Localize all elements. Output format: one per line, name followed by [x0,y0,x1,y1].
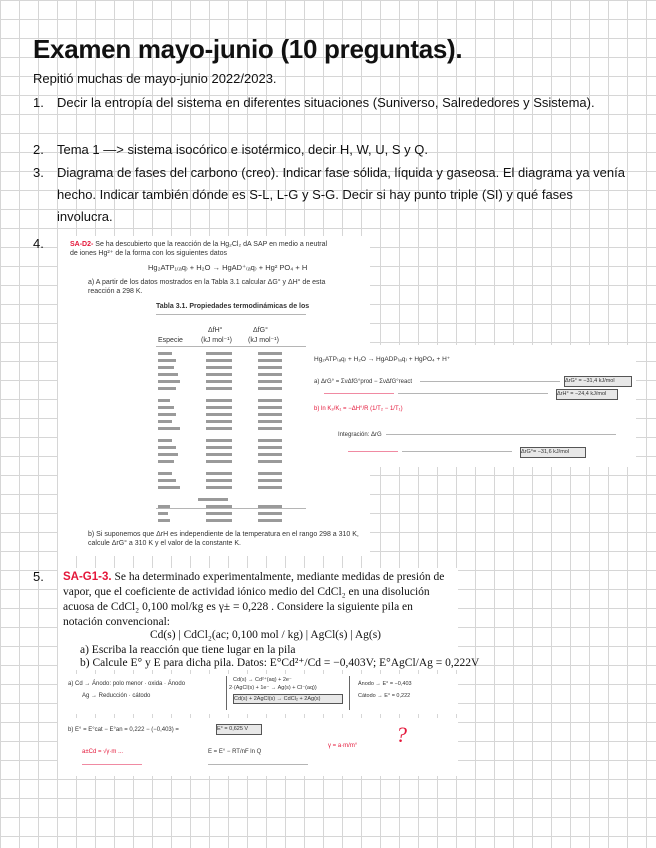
answer-b-line1: b) E° = E°cat − E°an = 0,222 − (−0,403) = [68,727,179,733]
half-reaction-1: Cd(s) → Cd²⁺(aq) + 2e⁻ [233,677,292,683]
question-5-answer-a [58,674,458,714]
q4-part-b: b) Si suponemos que ΔrH es independiente de la temperatura en el rango 298 a 310 K, [88,531,359,538]
item-number: 3. [33,165,44,180]
cathode-potential: Cátodo → E° = 0,222 [358,693,411,699]
item-number: 5. [33,569,44,584]
q4-line1: Se ha descubierto que la reacción de la Hg₂Cl₂ dA SAP en medio a neutral [95,241,328,248]
question-mark-annotation: ? [396,722,407,747]
question-5-statement [58,568,480,670]
half-reactions [226,676,350,710]
side-part-a: a) ΔrG° = ΣνΔfG°prod − ΣνΔfG°react [314,379,412,385]
answer-a-line2: Ag → Reducción · cátodo [82,693,151,699]
cell-notation: Cd(s) | CdCl₂(ac; 0,100 mol / kg) | AgCl(s) | Ag(s) [150,629,382,641]
item-number: 1. [33,95,44,110]
q5-text2: vapor, que el coeficiente de actividad iónico medio del CdCl₂ en una disolución [63,586,430,598]
answer-b-line2: a±Cd = √γ·m ... [82,749,124,755]
table-caption: Tabla 3.1. Propiedades termodinámicas de los [156,303,310,310]
q5-part-a: a) Escriba la reacción que tiene lugar en la pila [80,644,296,656]
q4-part-a: a) A partir de los datos mostrados en la Tabla 3.1 calcular ΔG° y ΔH° de esta [88,279,326,286]
q4-equation: Hg₂ATP₁₍ₐq₎ + H₂O → HgAD⁺₍ₐq₎ + Hg² PO₄ + H [148,263,308,272]
answer-b-line4: γ = a·m/m° [328,743,358,749]
answer-b-line3: E = E° − RT/nF ln Q [208,749,262,755]
q5-text3: acuosa de CdCl₂ 0,100 mol/kg es γ± = 0,228 . Considere la siguiente pila en [63,601,413,613]
question-code: SA-D2- [70,241,94,248]
table-head-2: ΔfG° [253,327,268,334]
q5-text1: Se ha determinado experimentalmente, mediante medidas de presión de [114,571,445,583]
answer-box-3: ΔrG°= −31,6 kJ/mol [520,447,586,458]
item-text: Decir la entropía del sistema en diferentes situaciones (Suniverso, Salrededores y Ssistema). [57,95,595,110]
anode-potential: Ánodo → E° = −0,403 [358,681,412,687]
answer-b-box: E° = 0,625 V [216,724,262,735]
side-integration: Integración: ΔrG [338,432,382,438]
item-number: 4. [33,236,44,251]
q4-line2: de iones Hg²⁺ de la forma con los siguientes datos [70,250,228,257]
subtitle: Repitió muchas de mayo-junio 2022/2023. [33,71,277,86]
overall-reaction: Cd(s) + 2AgCl(s) → CdCl₂ + 2Ag(s) [233,694,343,704]
item-text: Tema 1 —> sistema isocórico e isotérmico, decir H, W, U, S y Q. [57,142,428,157]
q5-text4: notación convencional: [63,616,170,628]
thermo-table [158,350,306,525]
question-4-answer [308,345,636,467]
q4-part-a2: reacción a 298 K. [88,288,143,295]
q5-part-b: b) Calcule E° y E para dicha pila. Datos: E°Cd²⁺/Cd = −0,403V; E°AgCl/Ag = 0,222V [80,657,480,669]
item-number: 2. [33,142,44,157]
table-unit-1: (kJ mol⁻¹) [201,337,232,344]
answer-a-line1: a) Cd → Ánodo: polo menor · oxida · Ánodo [68,681,186,687]
page-title: Examen mayo-junio (10 preguntas). [33,34,463,64]
answer-box-1: ΔrG° = −31,4 kJ/mol [564,376,632,387]
half-reaction-2: 2·(AgCl(s) + 1e⁻ → Ag(s) + Cl⁻(aq)) [229,685,317,691]
item-text: Diagrama de fases del carbono (creo). Indicar fase sólida, líquida y gaseosa. El diagrama ya venía hecho. Indicar también dónde es S-L, L-G y S-G. Decir si hay punto triple (SI) y qué fases involucra. [57,165,625,224]
side-equation: Hg₂ATP₍ₐq₎ + H₂O → HgADP₍ₐq₎ + HgPO₄ + H⁺ [314,356,451,363]
table-head-1: ΔfH° [208,327,223,334]
table-species: Especie [158,337,183,344]
question-code: SA-G1-3. [63,571,112,583]
q4-part-b2: calcule ΔrG° a 310 K y el valor de la constante K. [88,540,241,547]
side-part-b: b) ln K₂/K₁ = −ΔH°/R (1/T₂ − 1/T₁) [314,406,403,412]
answer-box-2: ΔrH° = −24,4 kJ/mol [556,389,618,400]
table-unit-2: (kJ mol⁻¹) [248,337,279,344]
